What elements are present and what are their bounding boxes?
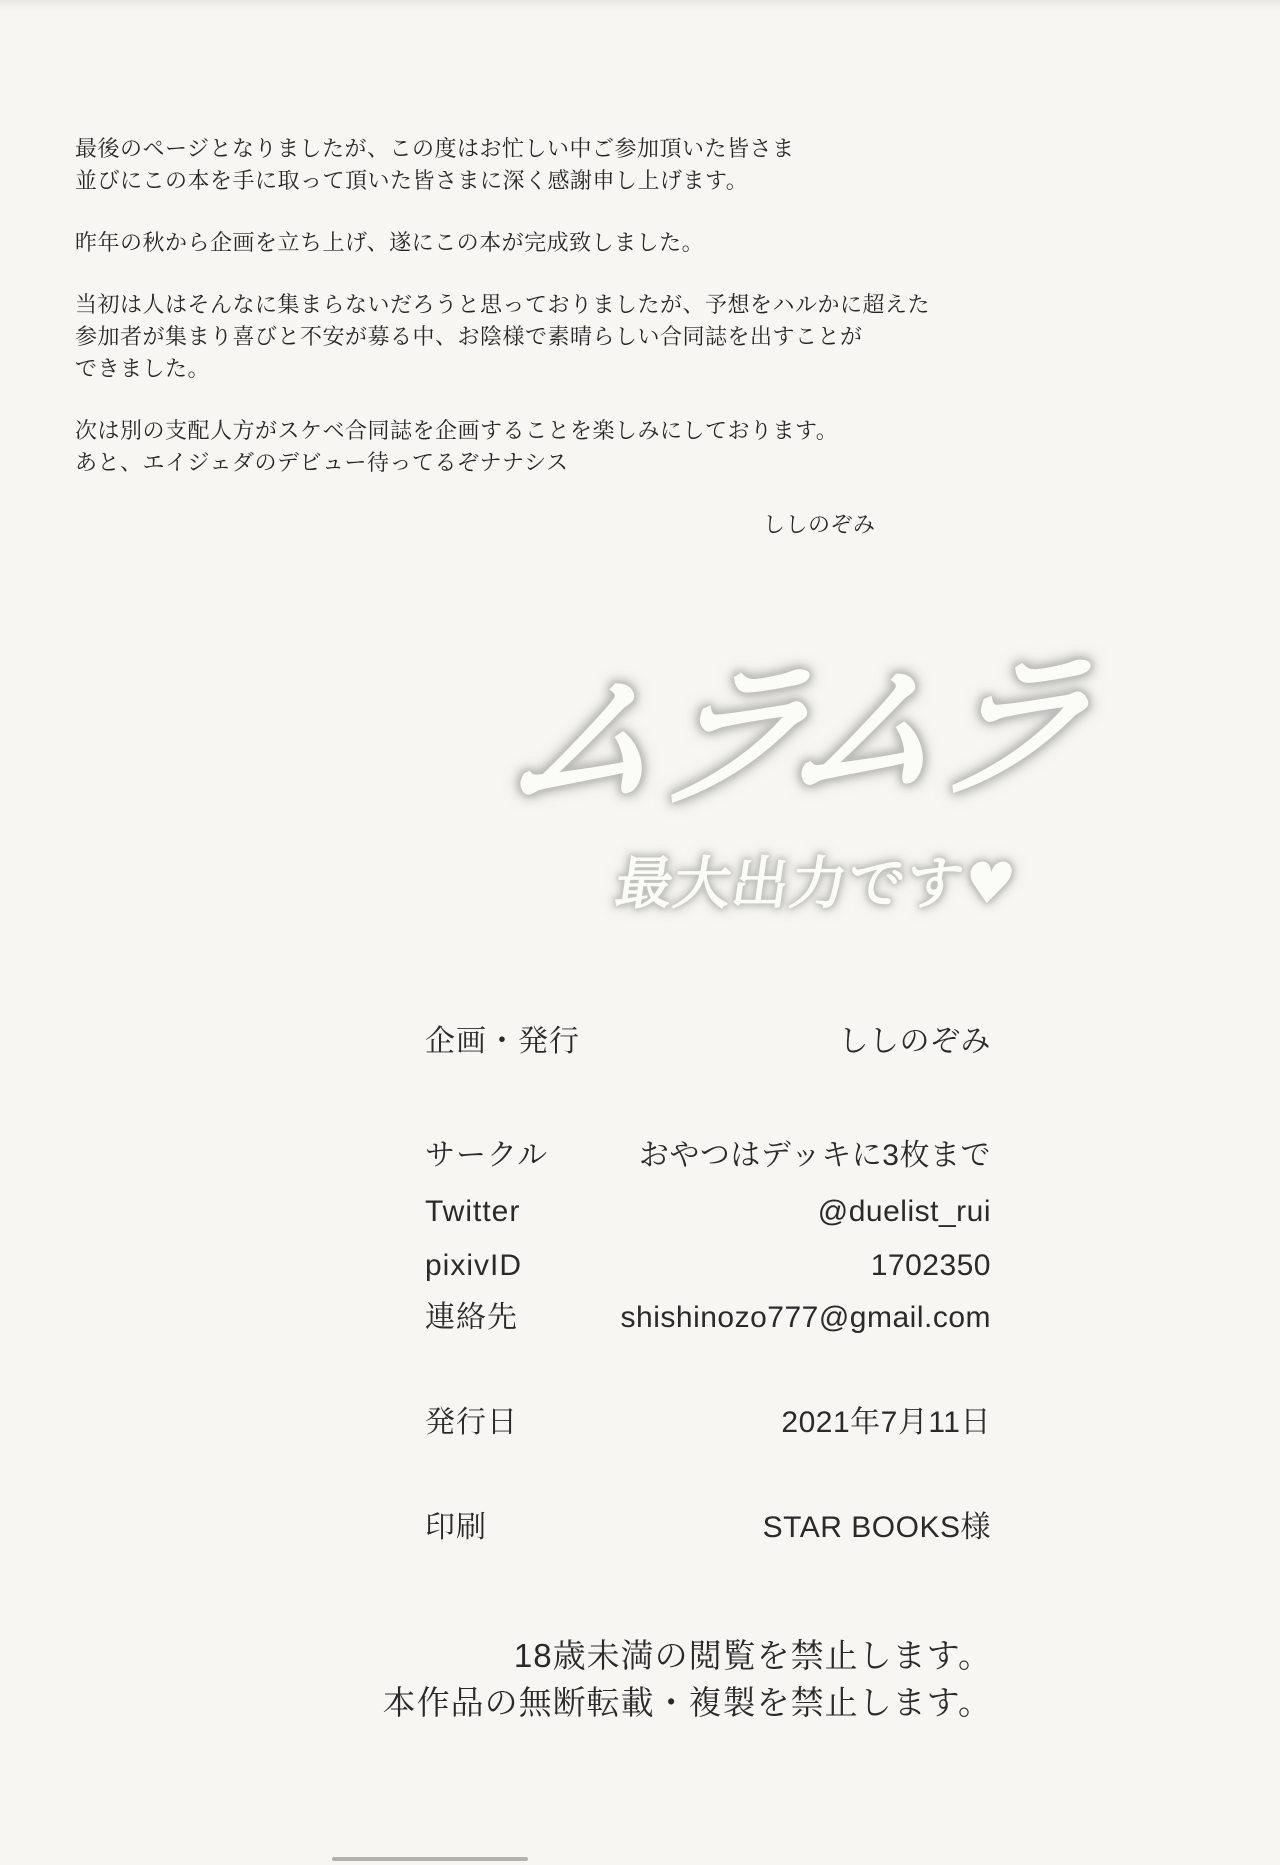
author-signature: ししのぞみ [763,512,876,537]
copyright-notice: 本作品の無断転載・複製を禁止します。 [382,1684,992,1721]
publisher-label: 企画・発行 [425,1025,580,1058]
publish-date-label: 発行日 [425,1406,518,1439]
colophon-row-contact [425,1298,991,1338]
circle-label: サークル [425,1139,549,1172]
colophon-row-circle [425,1136,991,1176]
watermark-logo [484,628,1095,919]
afterword-line: 最後のページとなりましたが、この度はお忙しい中ご参加頂いた皆さま [75,136,795,161]
contact-label: 連絡先 [425,1301,518,1334]
afterword-line: できました。 [75,356,211,381]
afterword-line: あと、エイジェダのデビュー待ってるぞナナシス [75,450,569,475]
twitter-handle: @duelist_rui [817,1195,991,1228]
afterword-paragraph [75,415,930,479]
afterword-line: 次は別の支配人方がスケベ合同誌を企画することを楽しみにしております。 [75,418,839,443]
twitter-label: Twitter [425,1195,521,1228]
afterword [75,133,930,541]
afterword-line: 昨年の秋から企画を立ち上げ、遂にこの本が完成致しました。 [75,230,705,255]
colophon-row-publisher [425,1022,991,1062]
afterword-paragraph [75,289,930,385]
colophon-row-pixiv [425,1246,991,1286]
scan-edge-shadow [0,0,1280,10]
watermark-title: ムラムラ [484,633,1095,837]
watermark-subtitle: 最大出力です♥ [611,851,1021,917]
afterword-line: 並びにこの本を手に取って頂いた皆さまに深く感謝申し上げます。 [75,168,749,193]
contact-email: shishinozo777@gmail.com [620,1301,991,1334]
printer-value: STAR BOOKS様 [762,1511,991,1544]
colophon-row-publish-date [425,1403,991,1443]
afterword-paragraph [75,133,930,197]
circle-value: おやつはデッキに3枚まで [638,1139,991,1172]
colophon-row-twitter [425,1192,991,1232]
scan-artifact [332,1857,528,1861]
afterword-line: 参加者が集まり喜びと不安が募る中、お陰様で素晴らしい合同誌を出すことが [75,324,863,349]
printer-label: 印刷 [425,1511,487,1544]
age-restriction-notice: 18歳未満の閲覧を禁止します。 [513,1637,992,1674]
publish-date-value: 2021年7月11日 [781,1406,991,1439]
legal-notices [0,1632,992,1726]
afterword-paragraph [75,227,930,259]
pixiv-id: 1702350 [870,1249,991,1282]
colophon-row-printer [425,1508,991,1548]
pixiv-label: pixivID [425,1249,523,1282]
afterword-line: 当初は人はそんなに集まらないだろうと思っておりましたが、予想をハルかに超えた [75,292,931,317]
publisher-value: ししのぞみ [838,1025,991,1058]
